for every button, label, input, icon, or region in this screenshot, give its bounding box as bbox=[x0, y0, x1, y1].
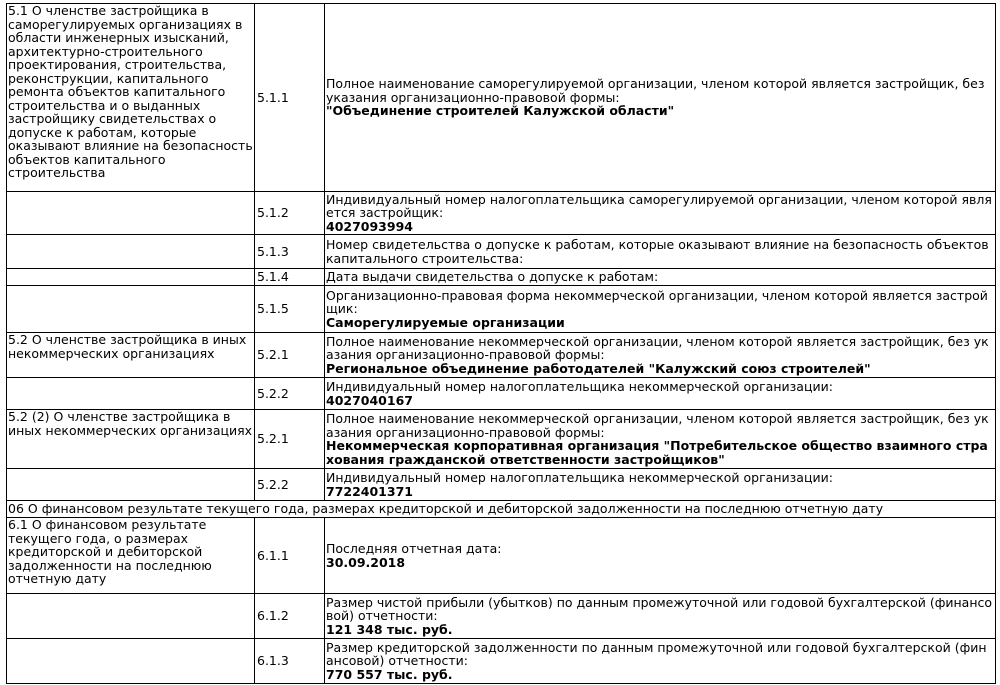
table-row bbox=[7, 410, 996, 469]
item-label: Последняя отчетная дата: bbox=[326, 541, 502, 556]
item-label: Дата выдачи свидетельства о допуске к работам: bbox=[326, 269, 659, 285]
item-cell bbox=[325, 333, 996, 378]
section-cell: 6.1 О финансовом результате текущего года, о размерах кредиторской и дебиторской задолженности на последнюю отчетную дату bbox=[7, 518, 255, 594]
item-value: Региональное объединение работодателей "Калужский союз строителей" bbox=[326, 360, 871, 376]
item-cell bbox=[325, 469, 996, 501]
section-cell bbox=[7, 639, 255, 684]
item-value: Некоммерческая корпоративная организация "Потребительское общество взаимного страхования гражданской ответственности застройщиков" bbox=[326, 438, 988, 467]
item-label: Номер свидетельства о допуске к работам, которые оказывают влияние на безопасность объектов капитального строительства: bbox=[326, 237, 989, 266]
item-cell bbox=[325, 269, 996, 286]
item-value: 770 557 тыс. руб. bbox=[326, 666, 453, 682]
section-cell bbox=[7, 269, 255, 286]
item-value: 4027040167 bbox=[326, 392, 413, 408]
section-cell: 5.2 (2) О членстве застройщика в иных некоммерческих организациях bbox=[7, 410, 255, 469]
item-value: 7722401371 bbox=[326, 483, 413, 499]
table-row bbox=[7, 192, 996, 235]
item-number: 5.2.2 bbox=[255, 469, 325, 501]
item-number: 6.1.2 bbox=[255, 594, 325, 639]
item-cell bbox=[325, 235, 996, 269]
item-label: Индивидуальный номер налогоплательщика некоммерческой организации: bbox=[326, 379, 833, 394]
section-cell: 5.2 О членстве застройщика в иных некоммерческих организациях bbox=[7, 333, 255, 378]
section-cell bbox=[7, 378, 255, 410]
section-cell bbox=[7, 469, 255, 501]
table-row bbox=[7, 4, 996, 192]
item-label: Организационно-правовая форма некоммерческой организации, членом которой является застройщик: bbox=[326, 287, 988, 317]
item-value: Саморегулируемые организации bbox=[326, 314, 565, 330]
item-cell bbox=[325, 594, 996, 639]
item-value: 4027093994 bbox=[326, 218, 413, 234]
table-row bbox=[7, 469, 996, 501]
item-number: 5.1.1 bbox=[255, 4, 325, 192]
item-value: 30.09.2018 bbox=[326, 554, 406, 570]
item-number: 5.2.1 bbox=[255, 410, 325, 469]
item-value: "Объединение строителей Калужской области" bbox=[326, 103, 675, 119]
table-row bbox=[7, 269, 996, 286]
item-number: 5.1.3 bbox=[255, 235, 325, 269]
item-number: 6.1.3 bbox=[255, 639, 325, 684]
item-cell bbox=[325, 286, 996, 333]
item-label: Полное наименование некоммерческой организации, членом которой является застройщик, без указания организационно-правовой формы: bbox=[326, 333, 989, 363]
table-row bbox=[7, 333, 996, 378]
item-cell bbox=[325, 192, 996, 235]
item-label: Полное наименование саморегулируемой организации, членом которой является застройщик, без указания организационно-правовой формы: bbox=[326, 76, 985, 105]
section-cell bbox=[7, 192, 255, 235]
table-row bbox=[7, 518, 996, 594]
table-row bbox=[7, 235, 996, 269]
section-cell: 5.1 О членстве застройщика в саморегулируемых организациях в области инженерных изысканий, архитектурно-строительного проектирования, строительства, реконструкции, капитального ремонта объектов капитального строительства и о выданных застройщику свидетельствах о допуске к работам, которые оказывают влияние на безопасность объектов капитального строительства bbox=[7, 4, 255, 192]
item-number: 5.1.5 bbox=[255, 286, 325, 333]
item-value: 121 348 тыс. руб. bbox=[326, 621, 453, 637]
item-label: Полное наименование некоммерческой организации, членом которой является застройщик, без указания организационно-правовой формы: bbox=[326, 411, 989, 440]
item-cell bbox=[325, 518, 996, 594]
item-number: 5.1.2 bbox=[255, 192, 325, 235]
item-cell bbox=[325, 410, 996, 469]
section-cell bbox=[7, 286, 255, 333]
item-number: 5.1.4 bbox=[255, 269, 325, 286]
item-number: 6.1.1 bbox=[255, 518, 325, 594]
item-label: Размер чистой прибыли (убытков) по данным промежуточной или годовой бухгалтерской (финансовой) отчетности: bbox=[326, 594, 993, 624]
item-cell bbox=[325, 639, 996, 684]
table-row bbox=[7, 594, 996, 639]
section-header-row bbox=[7, 501, 996, 518]
item-label: Размер кредиторской задолженности по данным промежуточной или годовой бухгалтерской (финансовой) отчетности: bbox=[326, 639, 987, 669]
item-number: 5.2.2 bbox=[255, 378, 325, 410]
section-cell bbox=[7, 235, 255, 269]
item-label: Индивидуальный номер налогоплательщика саморегулируемой организации, членом которой является застройщик: bbox=[326, 191, 992, 221]
section-cell bbox=[7, 594, 255, 639]
item-number: 5.2.1 bbox=[255, 333, 325, 378]
item-label: Индивидуальный номер налогоплательщика некоммерческой организации: bbox=[326, 470, 833, 485]
item-cell bbox=[325, 4, 996, 192]
disclosure-table bbox=[6, 3, 996, 684]
item-cell bbox=[325, 378, 996, 410]
table-row bbox=[7, 639, 996, 684]
table-row bbox=[7, 378, 996, 410]
section-heading: 06 О финансовом результате текущего года, размерах кредиторской и дебиторской задолженности на последнюю отчетную дату bbox=[7, 501, 996, 518]
table-row bbox=[7, 286, 996, 333]
